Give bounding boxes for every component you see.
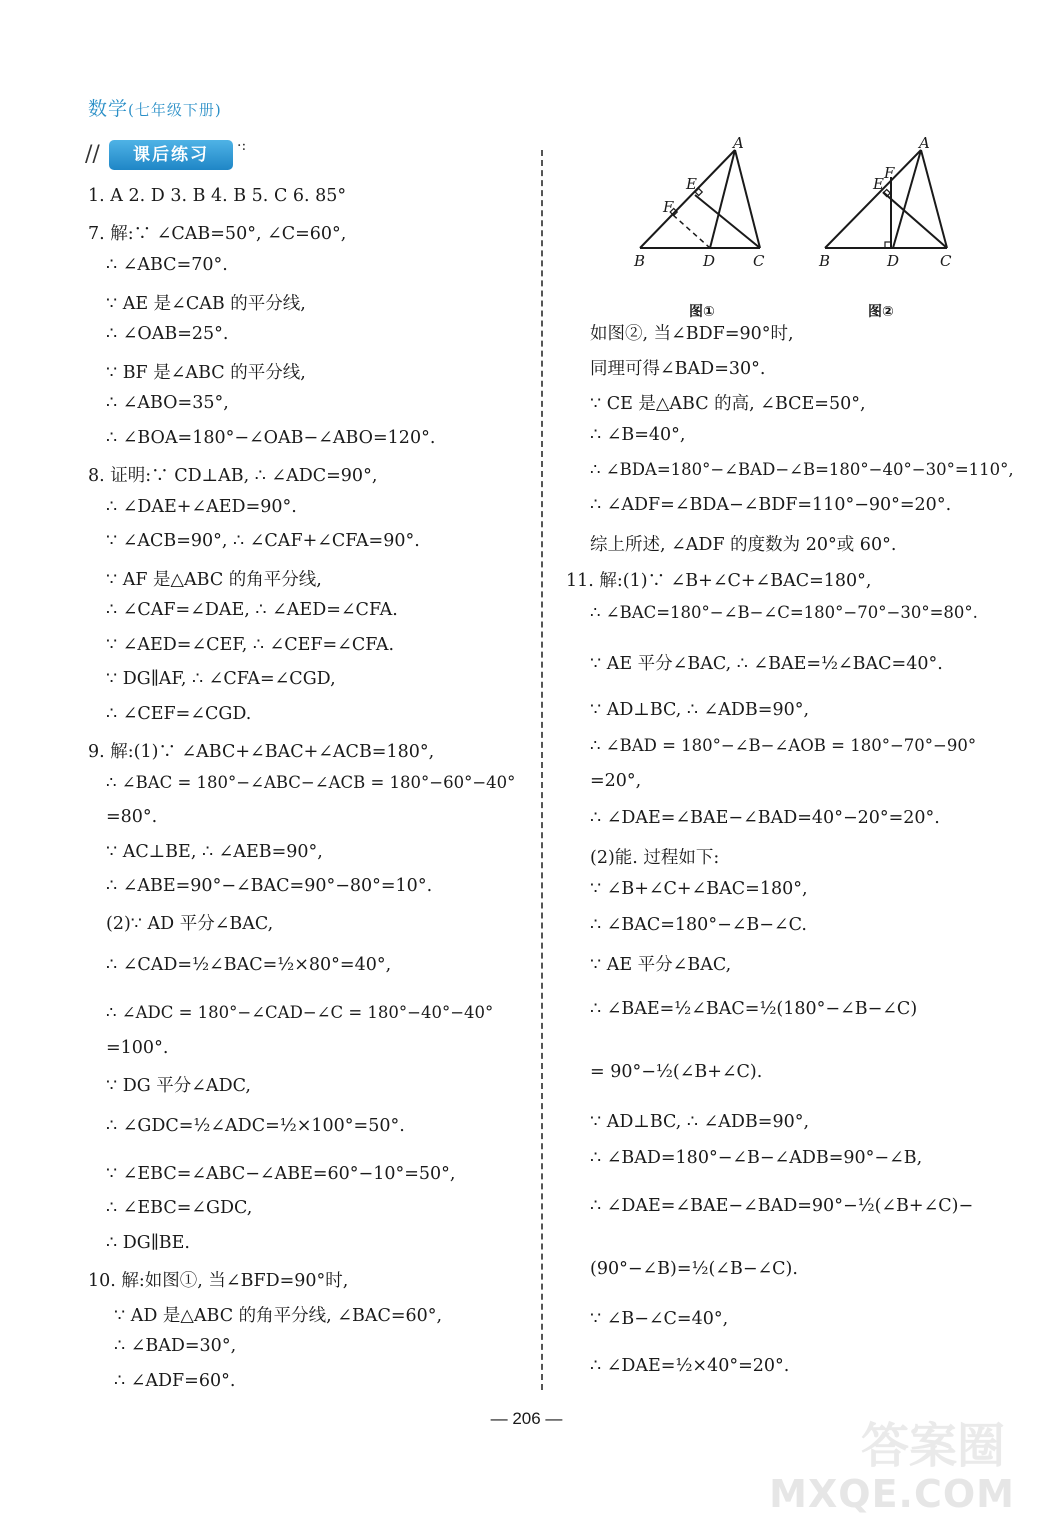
answer-line: ∵ AF 是△ABC 的角平分线, bbox=[106, 570, 322, 590]
answer-line: ∵ AD 是△ABC 的角平分线, ∠BAC=60°, bbox=[114, 1306, 443, 1326]
answer-line: ∴ DG∥BE. bbox=[106, 1233, 190, 1253]
fig1-label: F bbox=[663, 198, 674, 216]
answer-line: ∴ ∠BAD=30°, bbox=[114, 1336, 237, 1356]
answer-line: ∴ ∠DAE=½×40°=20°. bbox=[590, 1356, 790, 1376]
answer-line: ∴ ∠ABE=90°−∠BAC=90°−80°=10°. bbox=[106, 876, 433, 896]
answer-line: ∴ ∠ADC = 180°−∠CAD−∠C = 180°−40°−40° bbox=[106, 1003, 494, 1022]
answer-line: ∵ DG 平分∠ADC, bbox=[106, 1076, 251, 1096]
answer-line: ∴ ∠ADF=60°. bbox=[114, 1371, 236, 1391]
answer-line: ∵ AE 是∠CAB 的平分线, bbox=[106, 294, 306, 314]
fig1-label: B bbox=[634, 252, 646, 270]
answer-line: ∵ DG∥AF, ∴ ∠CFA=∠CGD, bbox=[106, 669, 336, 689]
answer-line: ∴ ∠BOA=180°−∠OAB−∠ABO=120°. bbox=[106, 428, 436, 448]
answer-line: ∴ ∠DAE+∠AED=90°. bbox=[106, 497, 297, 517]
answer-line: ∴ ∠EBC=∠GDC, bbox=[106, 1198, 253, 1218]
page-number: — 206 — bbox=[490, 1409, 563, 1428]
answer-line: ∵ ∠ACB=90°, ∴ ∠CAF+∠CFA=90°. bbox=[106, 531, 420, 551]
answer-line: ∵ AC⊥BE, ∴ ∠AEB=90°, bbox=[106, 842, 323, 862]
answer-line: 1. A 2. D 3. B 4. B 5. C 6. 85° bbox=[88, 186, 347, 206]
answer-line: ∵ ∠B−∠C=40°, bbox=[590, 1309, 729, 1329]
fig1-label: D bbox=[703, 252, 716, 270]
watermark bbox=[769, 1396, 1025, 1516]
fig2-label: E bbox=[873, 175, 884, 193]
answer-line: ∴ ∠DAE=∠BAE−∠BAD=40°−20°=20°. bbox=[590, 808, 940, 828]
answer-line: ∴ ∠CAF=∠DAE, ∴ ∠AED=∠CFA. bbox=[106, 600, 398, 620]
header-grade: (七年级下册) bbox=[128, 101, 222, 119]
answer-line: ∴ ∠B=40°, bbox=[590, 425, 686, 445]
fig1-caption: 图① bbox=[689, 304, 715, 320]
dots-decoration-icon: ·: bbox=[237, 138, 247, 154]
fig2-label: F bbox=[884, 164, 895, 182]
answer-line: ∴ ∠ABO=35°, bbox=[106, 393, 229, 413]
answer-line: 8. 证明:∵ CD⊥AB, ∴ ∠ADC=90°, bbox=[88, 466, 378, 486]
answer-line: ∴ ∠BDA=180°−∠BAD−∠B=180°−40°−30°=110°, bbox=[590, 460, 1014, 479]
watermark-logo: 答案圈 bbox=[860, 1418, 1005, 1474]
answer-line: 9. 解:(1)∵ ∠ABC+∠BAC+∠ACB=180°, bbox=[88, 742, 435, 762]
answer-line: =20°, bbox=[590, 771, 642, 791]
answer-line: ∵ AD⊥BC, ∴ ∠ADB=90°, bbox=[590, 1112, 810, 1132]
answer-line: ∵ AD⊥BC, ∴ ∠ADB=90°, bbox=[590, 700, 810, 720]
column-divider bbox=[541, 150, 543, 1390]
fig2-label: A bbox=[919, 135, 930, 152]
answer-line: ∴ ∠OAB=25°. bbox=[106, 324, 229, 344]
answer-line: 10. 解:如图①, 当∠BFD=90°时, bbox=[88, 1271, 349, 1291]
answer-line: ∴ ∠DAE=∠BAE−∠BAD=90°−½(∠B+∠C)− bbox=[590, 1196, 974, 1216]
answer-line: (2)能. 过程如下: bbox=[590, 848, 720, 868]
answer-line: = 90°−½(∠B+∠C). bbox=[590, 1062, 763, 1082]
answer-line: 如图②, 当∠BDF=90°时, bbox=[590, 324, 794, 344]
slash-decoration-icon: // bbox=[85, 142, 100, 167]
fig1-label: C bbox=[753, 252, 765, 270]
fig1-label: A bbox=[733, 135, 744, 152]
answer-line: ∴ ∠ADF=∠BDA−∠BDF=110°−90°=20°. bbox=[590, 495, 952, 515]
answer-line: ∵ CE 是△ABC 的高, ∠BCE=50°, bbox=[590, 394, 866, 414]
answer-line: (90°−∠B)=½(∠B−∠C). bbox=[590, 1259, 798, 1279]
answer-line: ∴ ∠ABC=70°. bbox=[106, 255, 228, 275]
answer-line: ∴ ∠BAC = 180°−∠ABC−∠ACB = 180°−60°−40° bbox=[106, 773, 516, 792]
answer-line: ∴ ∠BAD = 180°−∠B−∠AOB = 180°−70°−90° bbox=[590, 736, 977, 755]
answer-line: ∵ ∠AED=∠CEF, ∴ ∠CEF=∠CFA. bbox=[106, 635, 395, 655]
answer-line: ∴ ∠GDC=½∠ADC=½×100°=50°. bbox=[106, 1116, 405, 1136]
answer-line: 同理可得∠BAD=30°. bbox=[590, 359, 766, 379]
answer-line: 7. 解:∵ ∠CAB=50°, ∠C=60°, bbox=[88, 224, 347, 244]
answer-line: ∴ ∠BAE=½∠BAC=½(180°−∠B−∠C) bbox=[590, 999, 918, 1019]
answer-line: ∵ ∠B+∠C+∠BAC=180°, bbox=[590, 879, 808, 899]
answer-line: =80°. bbox=[106, 807, 158, 827]
answer-line: (2)∵ AD 平分∠BAC, bbox=[106, 914, 274, 934]
answer-line: =100°. bbox=[106, 1038, 169, 1058]
answer-line: 11. 解:(1)∵ ∠B+∠C+∠BAC=180°, bbox=[566, 571, 872, 591]
fig2-caption: 图② bbox=[868, 304, 894, 320]
watermark-url: MXQE.COM bbox=[769, 1472, 1015, 1516]
answer-line: ∴ ∠CEF=∠CGD. bbox=[106, 704, 252, 724]
fig2-label: C bbox=[940, 252, 952, 270]
answer-line: ∴ ∠BAD=180°−∠B−∠ADB=90°−∠B, bbox=[590, 1148, 923, 1168]
right-column bbox=[566, 0, 1026, 1400]
left-column bbox=[88, 0, 528, 1400]
section-title: 课后练习 bbox=[109, 140, 233, 170]
answer-line: ∵ BF 是∠ABC 的平分线, bbox=[106, 363, 306, 383]
answer-line: ∵ AE 平分∠BAC, ∴ ∠BAE=½∠BAC=40°. bbox=[590, 654, 943, 674]
fig2-label: B bbox=[819, 252, 831, 270]
answer-line: ∵ ∠EBC=∠ABC−∠ABE=60°−10°=50°, bbox=[106, 1164, 456, 1184]
fig2-label: D bbox=[887, 252, 900, 270]
fig1-label: E bbox=[686, 175, 697, 193]
answer-line: ∴ ∠CAD=½∠BAC=½×80°=40°, bbox=[106, 955, 392, 975]
answer-line: ∴ ∠BAC=180°−∠B−∠C=180°−70°−30°=80°. bbox=[590, 603, 978, 622]
header-subject: 数学 bbox=[88, 98, 129, 120]
answer-line: ∵ AE 平分∠BAC, bbox=[590, 955, 732, 975]
answer-line: 综上所述, ∠ADF 的度数为 20°或 60°. bbox=[590, 535, 897, 555]
answer-line: ∴ ∠BAC=180°−∠B−∠C. bbox=[590, 915, 807, 935]
